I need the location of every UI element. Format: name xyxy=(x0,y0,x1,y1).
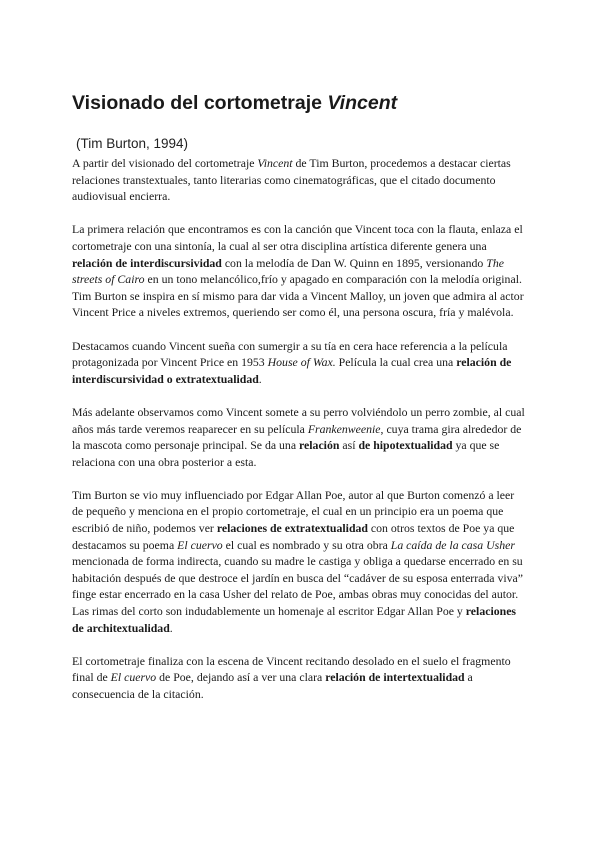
title-text: Visionado del cortometraje xyxy=(72,92,328,114)
text-run: . xyxy=(258,371,262,386)
paragraph-1 xyxy=(72,155,528,205)
text-run: a consecuencia de la citación. xyxy=(72,670,473,701)
paragraph-4 xyxy=(72,404,528,470)
title-italic: Vincent xyxy=(327,92,398,114)
text-run: el cual es nombrado y su otra obra xyxy=(222,537,391,552)
text-run: de Poe, dejando así a ver una clara xyxy=(156,670,326,685)
bold-run: de hipotextualidad xyxy=(358,438,453,453)
bold-run: relación de interdiscursividad xyxy=(72,255,222,270)
text-run: en un tono melancólico,frío y apagado en comparación con la melodía original. Tim Burton se inspira en sí mismo para dar vida a Vincent Malloy, un joven que admira al actor Vincent Price a niveles extremos, queriendo ser como él, una persona oscura, fría y malévola. xyxy=(72,272,524,320)
italic-run: El cuervo xyxy=(110,670,157,685)
bold-run: relaciones de extratextualidad xyxy=(216,521,368,536)
bold-run: relaciones de architextualidad xyxy=(72,604,517,635)
text-run: El cortometraje finaliza con la escena de Vincent recitando desolado en el suelo el fragmento final de xyxy=(72,653,511,685)
text-run: Más adelante observamos como Vincent somete a su perro volviéndolo un perro zombie, al cual años más tarde veremos reaparecer en su película xyxy=(72,404,525,436)
text-run: con la melodía de Dan W. Quinn en 1895, versionando xyxy=(221,255,487,270)
paragraph-6 xyxy=(72,653,528,703)
italic-run: The streets of Cairo xyxy=(72,255,504,287)
paragraph-2 xyxy=(72,221,528,321)
text-run: así xyxy=(339,438,359,453)
italic-run: El cuervo xyxy=(177,537,223,552)
document-body xyxy=(72,155,528,719)
italic-run: House of Wax. xyxy=(267,355,336,370)
paragraph-5 xyxy=(72,487,528,636)
paragraph-3 xyxy=(72,338,528,388)
text-run: A partir del visionado del cortometraje xyxy=(72,156,258,170)
text-run: . xyxy=(169,620,173,635)
text-run: Destacamos cuando Vincent sueña con sumergir a su tía en cera hace referencia a la película protagonizada por Vincent Price en 1953 xyxy=(72,338,508,370)
text-run: La primera relación que encontramos es con la canción que Vincent toca con la flauta, enlaza el cortometraje con una sintonía, la cual al ser otra disciplina artística diferente genera una xyxy=(72,222,523,253)
text-run: , cuya trama gira alrededor de la mascota como personaje principal. Se da una xyxy=(72,421,522,453)
bold-run: relación xyxy=(299,438,340,453)
subtitle: (Tim Burton, 1994) xyxy=(76,136,189,151)
italic-run: Frankenweenie xyxy=(307,421,381,436)
bold-run: relación de interdiscursividad o extratextualidad xyxy=(72,355,512,386)
page-title xyxy=(72,92,397,115)
text-run: Película la cual crea una xyxy=(335,355,457,370)
bold-run: relación de intertextualidad xyxy=(325,670,465,685)
italic-run: Vincent xyxy=(257,156,293,170)
text-run: de Tim Burton, procedemos a destacar ciertas relaciones transtextuales, tanto literarias como cinematográficas, que el citado documento audiovisual encierra. xyxy=(72,156,511,204)
text-run: Tim Burton se vio muy influenciado por Edgar Allan Poe, autor al que Burton comenzó a leer de pequeño y menciona en el propio cortometraje, el cual en un principio era un poema que escribió de niño, podemos ver xyxy=(72,487,515,536)
text-run: con otros textos de Poe ya que destacamos su poema xyxy=(72,521,515,552)
text-run: ya que se relaciona con una obra posterior a esta. xyxy=(72,438,500,469)
italic-run: La caída de la casa Usher xyxy=(390,537,515,552)
text-run: mencionada de forma indirecta, cuando su madre le castiga y obliga a quedarse encerrado en su habitación después de que destroce el jardín en busca del “cadáver de su esposa enterrada viva” finge estar encerrado en la casa Usher del relato de Poe, ambas obras muy conocidas del autor. Las rimas del corto son indudablemente un homenaje al escritor Edgar Allan Poe y xyxy=(72,554,524,619)
